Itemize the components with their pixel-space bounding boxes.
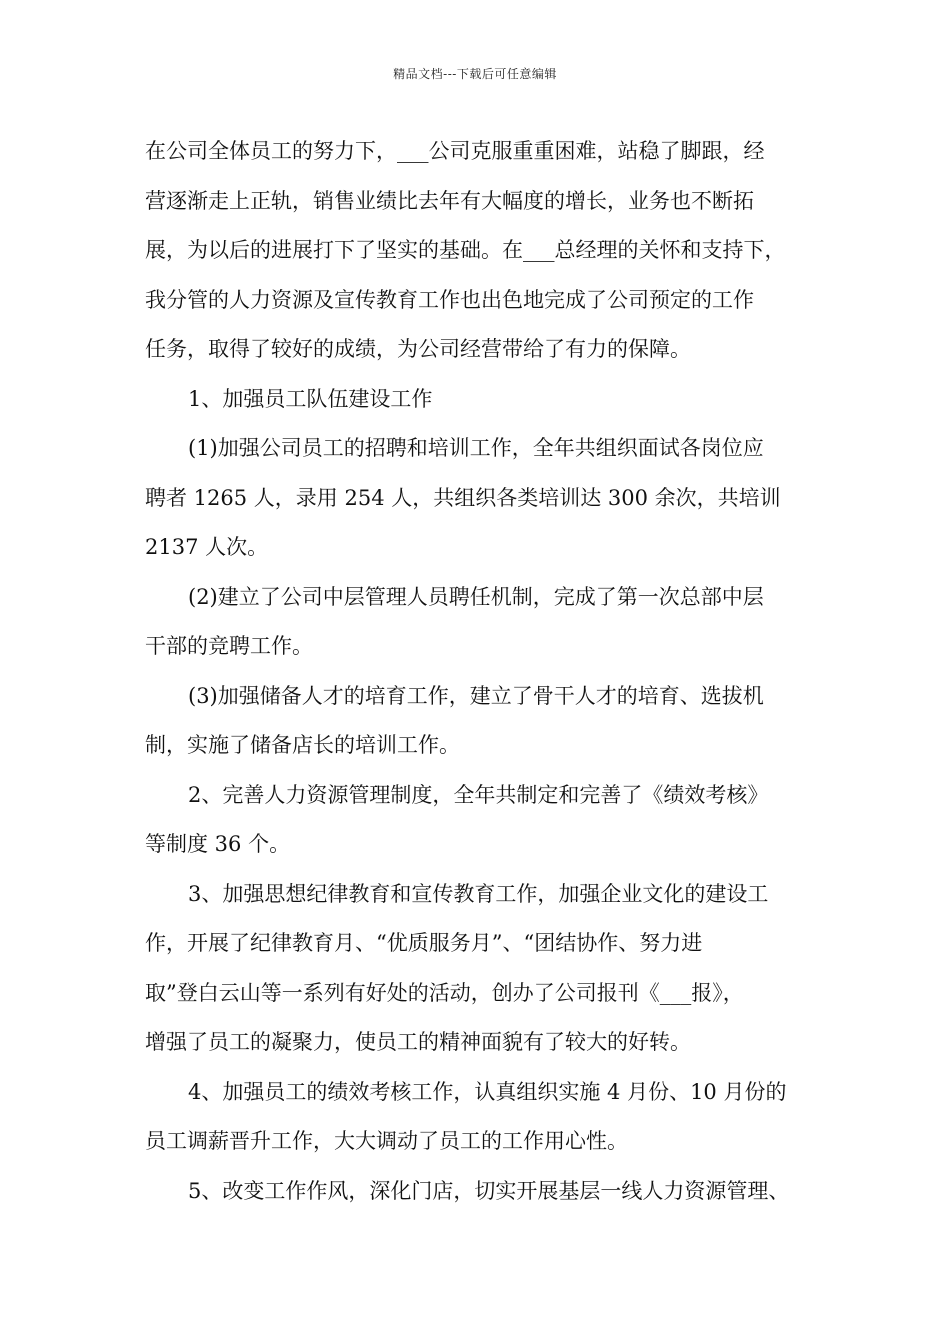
text-line: 取”登白云山等一系列有好处的活动，创办了公司报刊《___报》， bbox=[145, 980, 744, 1005]
text-line: 2137 人次。 bbox=[145, 535, 269, 559]
text-line: 展，为以后的进展打下了坚实的基础。在___总经理的关怀和支持下， bbox=[145, 238, 786, 262]
text-line: 聘者 1265 人，录用 254 人，共组织各类培训达 300 余次，共培训 bbox=[145, 485, 781, 510]
text-line: (2)建立了公司中层管理人员聘任机制，完成了第一次总部中层 bbox=[188, 584, 764, 609]
text-line: 我分管的人力资源及宣传教育工作也出色地完成了公司预定的工作 bbox=[145, 287, 754, 312]
text-line: 干部的竞聘工作。 bbox=[145, 634, 313, 658]
text-line: 5、改变工作作风，深化门店，切实开展基层一线人力资源管理、 bbox=[188, 1178, 790, 1203]
text-line: 等制度 36 个。 bbox=[145, 832, 291, 856]
document-body bbox=[145, 127, 823, 1216]
text-line: 1、加强员工队伍建设工作 bbox=[188, 386, 433, 411]
text-line: 3、加强思想纪律教育和宣传教育工作，加强企业文化的建设工 bbox=[188, 881, 769, 906]
page-header: 精品文档---下载后可任意编辑 bbox=[393, 67, 557, 81]
text-line: 2、完善人力资源管理制度，全年共制定和完善了《绩效考核》 bbox=[188, 782, 769, 807]
text-line: 任务，取得了较好的成绩，为公司经营带给了有力的保障。 bbox=[145, 337, 691, 361]
text-line: 员工调薪晋升工作，大大调动了员工的工作用心性。 bbox=[145, 1129, 628, 1153]
text-line: (3)加强储备人才的培育工作，建立了骨干人才的培育、选拔机 bbox=[188, 683, 764, 708]
text-line: 增强了员工的凝聚力，使员工的精神面貌有了较大的好转。 bbox=[145, 1030, 691, 1054]
text-line: 4、加强员工的绩效考核工作，认真组织实施 4 月份、10 月份的 bbox=[188, 1079, 787, 1104]
text-line: (1)加强公司员工的招聘和培训工作，全年共组织面试各岗位应 bbox=[188, 436, 764, 460]
text-line: 制，实施了储备店长的培训工作。 bbox=[145, 733, 460, 757]
text-line: 作，开展了纪律教育月、“优质服务月”、“团结协作、努力进 bbox=[145, 931, 703, 955]
text-line: 营逐渐走上正轨，销售业绩比去年有大幅度的增长，业务也不断拓 bbox=[145, 188, 754, 213]
text-line: 在公司全体员工的努力下，___公司克服重重困难，站稳了脚跟，经 bbox=[145, 139, 765, 163]
